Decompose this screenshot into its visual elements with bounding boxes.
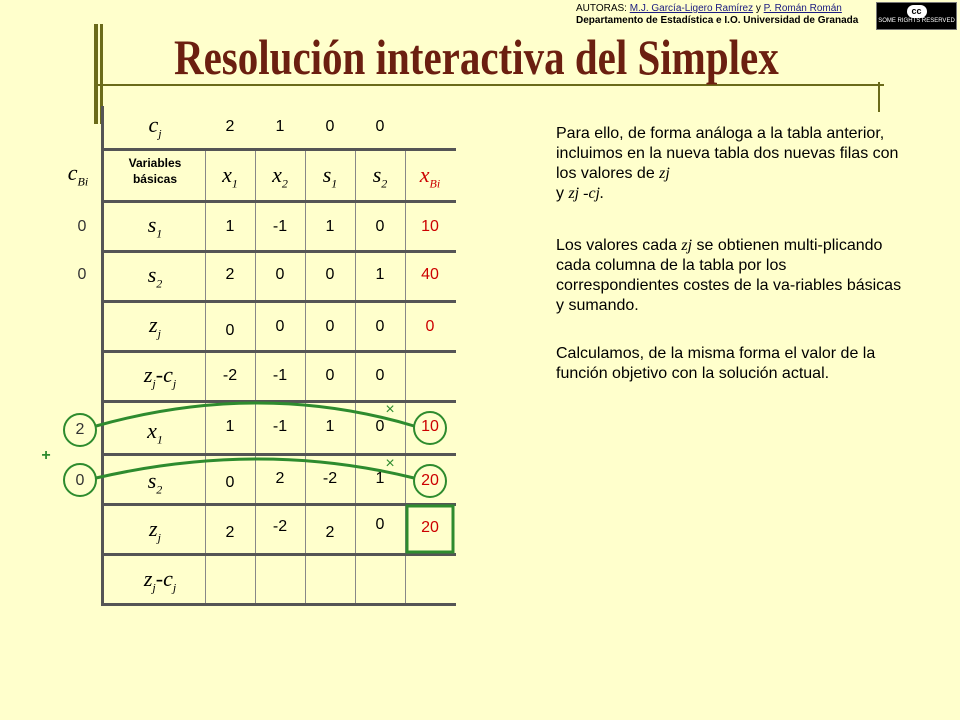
cb-value-row1: 0 — [77, 218, 87, 235]
cell-r1c4: 0 — [375, 218, 385, 235]
basic-var-row1: $s_1$ — [147, 212, 163, 241]
cj-value-2: 1 — [275, 118, 285, 135]
col-header-x2: $x_2$ — [272, 162, 288, 191]
zjcj1-c4: 0 — [375, 367, 385, 384]
cj-value-3: 0 — [325, 118, 335, 135]
cell-r3c3: 1 — [325, 418, 335, 435]
zj-label-2: $z_j$ — [149, 516, 161, 545]
zjcj1-c2: -1 — [272, 367, 288, 384]
cell-r4c4: 1 — [375, 470, 385, 487]
zj2-c1: 2 — [225, 524, 235, 541]
cb-label: $c_{Bi}$ — [67, 160, 89, 189]
zj-cj-label-1: $z_j-c_j$ — [143, 362, 177, 391]
zj2-c3: 2 — [325, 524, 335, 541]
zjcj1-c3: 0 — [325, 367, 335, 384]
cell-r3c1: 1 — [225, 418, 235, 435]
explanation-paragraph-2: Los valores cada zj se obtienen multi-plicando cada columna de la tabla por los correspondientes costes de la va-riables básicas y sumando. — [556, 237, 902, 314]
zj1-xb: 0 — [425, 318, 435, 335]
cell-r3c4: 0 — [375, 418, 385, 435]
zj-cj-expression: zj -cj. — [568, 185, 604, 202]
zj1-c3: 0 — [325, 318, 335, 335]
cb-value-row2: 0 — [77, 266, 87, 283]
xb-row4: 20 — [421, 472, 439, 489]
license-text: SOME RIGHTS RESERVED — [878, 18, 955, 24]
cell-r2c3: 0 — [325, 266, 335, 283]
zj2-c4: 0 — [375, 516, 385, 533]
authors-and: y — [755, 3, 761, 14]
cell-r3c2: -1 — [272, 418, 288, 435]
zj2-c2: -2 — [272, 518, 288, 535]
cell-r1c2: -1 — [272, 218, 288, 235]
xb-row2: 40 — [421, 266, 439, 283]
cj-value-4: 0 — [375, 118, 385, 135]
times-sign-row4: × — [385, 455, 395, 472]
cb-value-row3: 2 — [75, 421, 85, 438]
zj-label-1: $z_j$ — [149, 312, 161, 341]
zjcj1-c1: -2 — [222, 367, 238, 384]
cell-r2c4: 1 — [375, 266, 385, 283]
cb-value-row4: 0 — [75, 472, 85, 489]
xb-row1: 10 — [421, 218, 439, 235]
col-header-x1: $x_1$ — [222, 162, 238, 191]
cell-r1c1: 1 — [225, 218, 235, 235]
zj-symbol: zj — [659, 165, 670, 182]
page-title: Resolución interactiva del Simplex — [174, 29, 779, 85]
xb-row3: 10 — [421, 418, 439, 435]
cj-label: $c_j$ — [148, 112, 162, 141]
zj2-xb: 20 — [421, 519, 439, 536]
author-link-garcia[interactable]: M.J. García-Ligero Ramírez — [629, 3, 754, 14]
col-header-xb: $x_{Bi}$ — [419, 162, 441, 191]
zj-symbol-2: zj — [681, 237, 693, 254]
department-line: Departamento de Estadística e I.O. Universidad de Granada — [576, 15, 859, 26]
cell-r1c3: 1 — [325, 218, 335, 235]
explanation-paragraph-3: Calculamos, de la misma forma el valor de la función objetivo con la solución actual. — [556, 345, 876, 382]
basic-var-row2: $s_2$ — [147, 262, 163, 291]
col-header-s2: $s_2$ — [372, 162, 388, 191]
variables-header: Variables básicas — [128, 156, 182, 186]
plus-sign: + — [41, 447, 51, 464]
cell-r4c1: 0 — [225, 474, 235, 491]
cell-r2c2: 0 — [275, 266, 285, 283]
cell-r4c2: 2 — [275, 470, 285, 487]
zj-cj-label-2: $z_j-c_j$ — [143, 566, 177, 595]
authors-prefix: AUTORAS: — [576, 3, 627, 14]
times-sign-row3: × — [385, 401, 395, 418]
author-link-roman[interactable]: P. Román Román — [763, 3, 842, 14]
explanation-paragraph-1: Para ello, de forma análoga a la tabla anterior, incluimos en la nueva tabla dos nuevas filas con los valores de zj y zj -cj. — [556, 125, 899, 202]
col-header-s1: $s_1$ — [322, 162, 338, 191]
cc-logo-icon: cc — [907, 5, 927, 18]
zj1-c1: 0 — [225, 322, 235, 339]
cell-r2c1: 2 — [225, 266, 235, 283]
basic-var-row4: $s_2$ — [147, 468, 163, 497]
cj-value-1: 2 — [225, 118, 235, 135]
zj1-c2: 0 — [275, 318, 285, 335]
zj1-c4: 0 — [375, 318, 385, 335]
cell-r4c3: -2 — [322, 470, 338, 487]
basic-var-row3: $x_1$ — [147, 418, 163, 447]
